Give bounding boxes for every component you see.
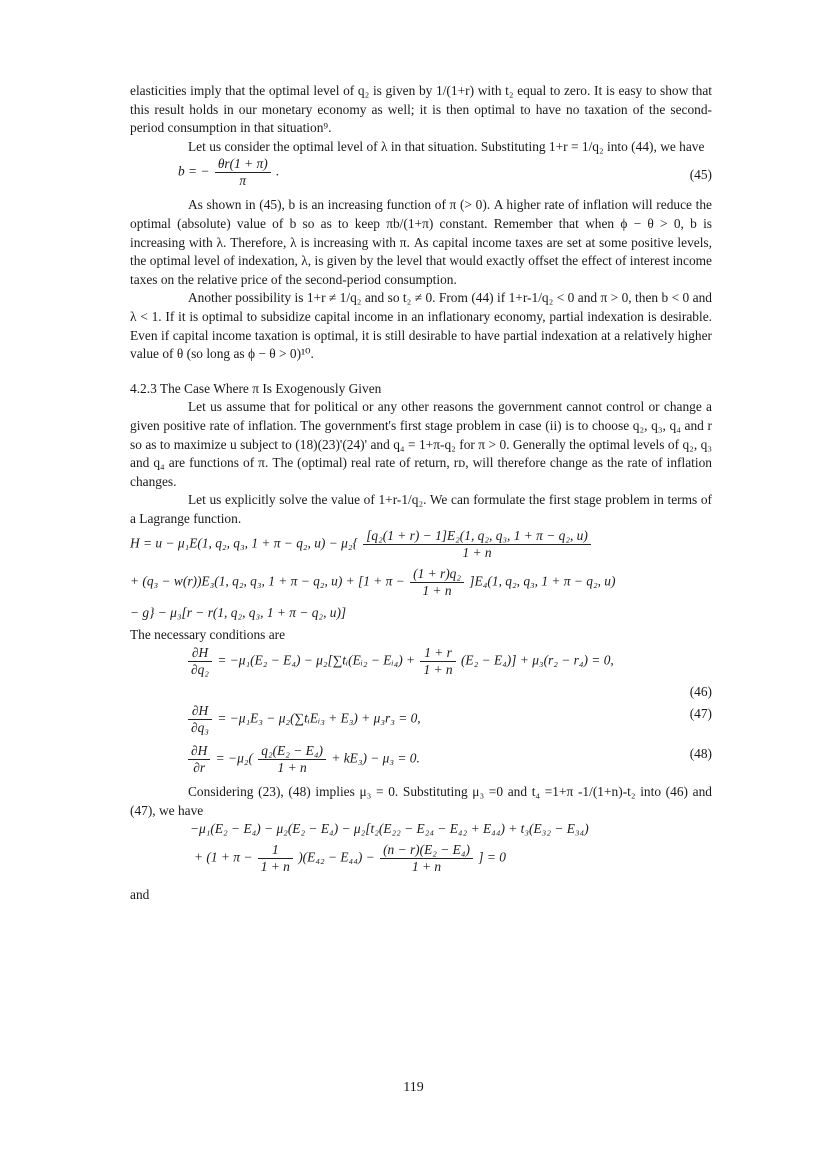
equation-46: $\frac{\partial H}{\text{∂q₂}}$ = −μ₁(E₂ − E₄) − μ₂[∑tᵢ(Eᵢ₂ − Eᵢ₄) + $\frac{1 + r}{1 + n}$ (E₂ − E₄)] + μ₃(r₂ − r₄) = 0, (46): [186, 645, 712, 703]
paragraph: Another possibility is 1+r ≠ 1/q₂ and so t₂ ≠ 0. From (44) if 1+r-1/q₂ < 0 and π > 0, then b < 0 and λ < 1. If it is optimal to subsidize capital income in an inflationary economy, partial indexation is desirable. Even if capital income taxation is optimal, it is still desirable to have partial indexation at a relatively higher value of θ (so long as ϕ − θ > 0)¹⁰.: [130, 290, 712, 362]
lagrange-line-3: − g} − μ₃[r − r(1, q₂, q₃, 1 + π − q₂, u)]: [130, 605, 347, 621]
paragraph: The necessary conditions are: [130, 627, 286, 643]
equation-number: (48): [689, 746, 712, 762]
page-body: [130, 82, 712, 905]
paragraph: Let us assume that for political or any other reasons the government cannot control or change a given positive rate of inflation. The government's first stage problem in case (ii) is to choose q₂, q₃, q₄ and r so as to maximize u subject to (18)(23)'(24)' and q₄ = 1+π-q₂ for π > 0. Generally the optimal levels of q₂, q₃ and q₄ are functions of π. The (optimal) real rate of return, rᴅ, will therefore change as the rate of inflation changes.: [130, 399, 712, 489]
equation-45: b = − $\frac{\theta r(1 + \pi)}{\pi}$ . (45): [178, 156, 712, 189]
page-number: 119: [403, 1080, 424, 1095]
lagrange-line-2: + (q₃ − w(r))E₃(1, q₂, q₃, 1 + π − q₂, u) + [1 + π − $\frac{\text{(1 + r)q₂}}{1 + n}$ ]E₄(1, q₂, q₃, 1 + π − q₂, u): [130, 566, 616, 599]
equation-48: $\frac{\partial H}{\partial r}$ = −μ₂( $\frac{\text{q₂(E₂ − E₄)}}{1 + n}$ + kE₃) − μ₃ = 0. (48): [186, 743, 712, 783]
lagrange-line-1: H = u − μ₁E(1, q₂, q₃, 1 + π − q₂, u) − μ₂{ $\frac{\text{[q₂(1 + r) − 1]E₂(1, q₂, q₃, 1 + π − q₂, u)}}{1 + n}$: [130, 528, 712, 566]
equation-49-line-1: −μ₁(E₂ − E₄) − μ₂(E₂ − E₄) − μ₂[t₂(E₂₂ − E₂₄ − E₄₂ + E₄₄) + t₃(E₃₂ − E₃₄): [190, 821, 589, 837]
paragraph: and: [130, 887, 150, 903]
equation-number: (47): [689, 706, 712, 722]
paragraph: elasticities imply that the optimal level of q₂ is given by 1/(1+r) with t₂ equal to zero. It is easy to show that this result holds in our monetary economy as well; it is then optimal to have no taxation of the second-period consumption in that situation⁹.: [130, 83, 712, 136]
paragraph: Considering (23), (48) implies μ₃ = 0. Substituting μ₃ =0 and t₄ =1+π -1/(1+n)-t₂ into (46) and (47), we have: [130, 784, 712, 818]
paragraph: As shown in (45), b is an increasing function of π (> 0). A higher rate of inflation will reduce the optimal (absolute) value of b so as to keep πb/(1+π) constant. Remember that when ϕ − θ > 0, b is increasing with λ. Therefore, λ is increasing with π. As capital income taxes are set at some positive levels, the optimal level of indexation, λ, is given by the level that would exactly offset the effect of interest income taxes on the relative price of the second-period consumption.: [130, 197, 712, 287]
equation-number: (45): [689, 167, 712, 183]
equation-49-line-2: + (1 + π − $\frac{1}{1 + n}$ )(E₄₂ − E₄₄) − $\frac{\text{(n − r)(E₂ − E₄)}}{1 + n}$ ] = 0: [194, 842, 506, 875]
paragraph: Let us consider the optimal level of λ in that situation. Substituting 1+r = 1/q₂ into (44), we have: [188, 138, 705, 154]
equation-number: (46): [689, 684, 712, 700]
paragraph: Let us explicitly solve the value of 1+r-1/q₂. We can formulate the first stage problem in terms of a Lagrange function.: [130, 492, 712, 526]
section-heading: 4.2.3 The Case Where π Is Exogenously Given: [130, 380, 382, 396]
equation-47: $\frac{\partial H}{\text{∂q₃}}$ = −μ₁E₃ − μ₂(∑tᵢEᵢ₃ + E₃) + μ₃r₃ = 0, (47): [186, 703, 712, 743]
